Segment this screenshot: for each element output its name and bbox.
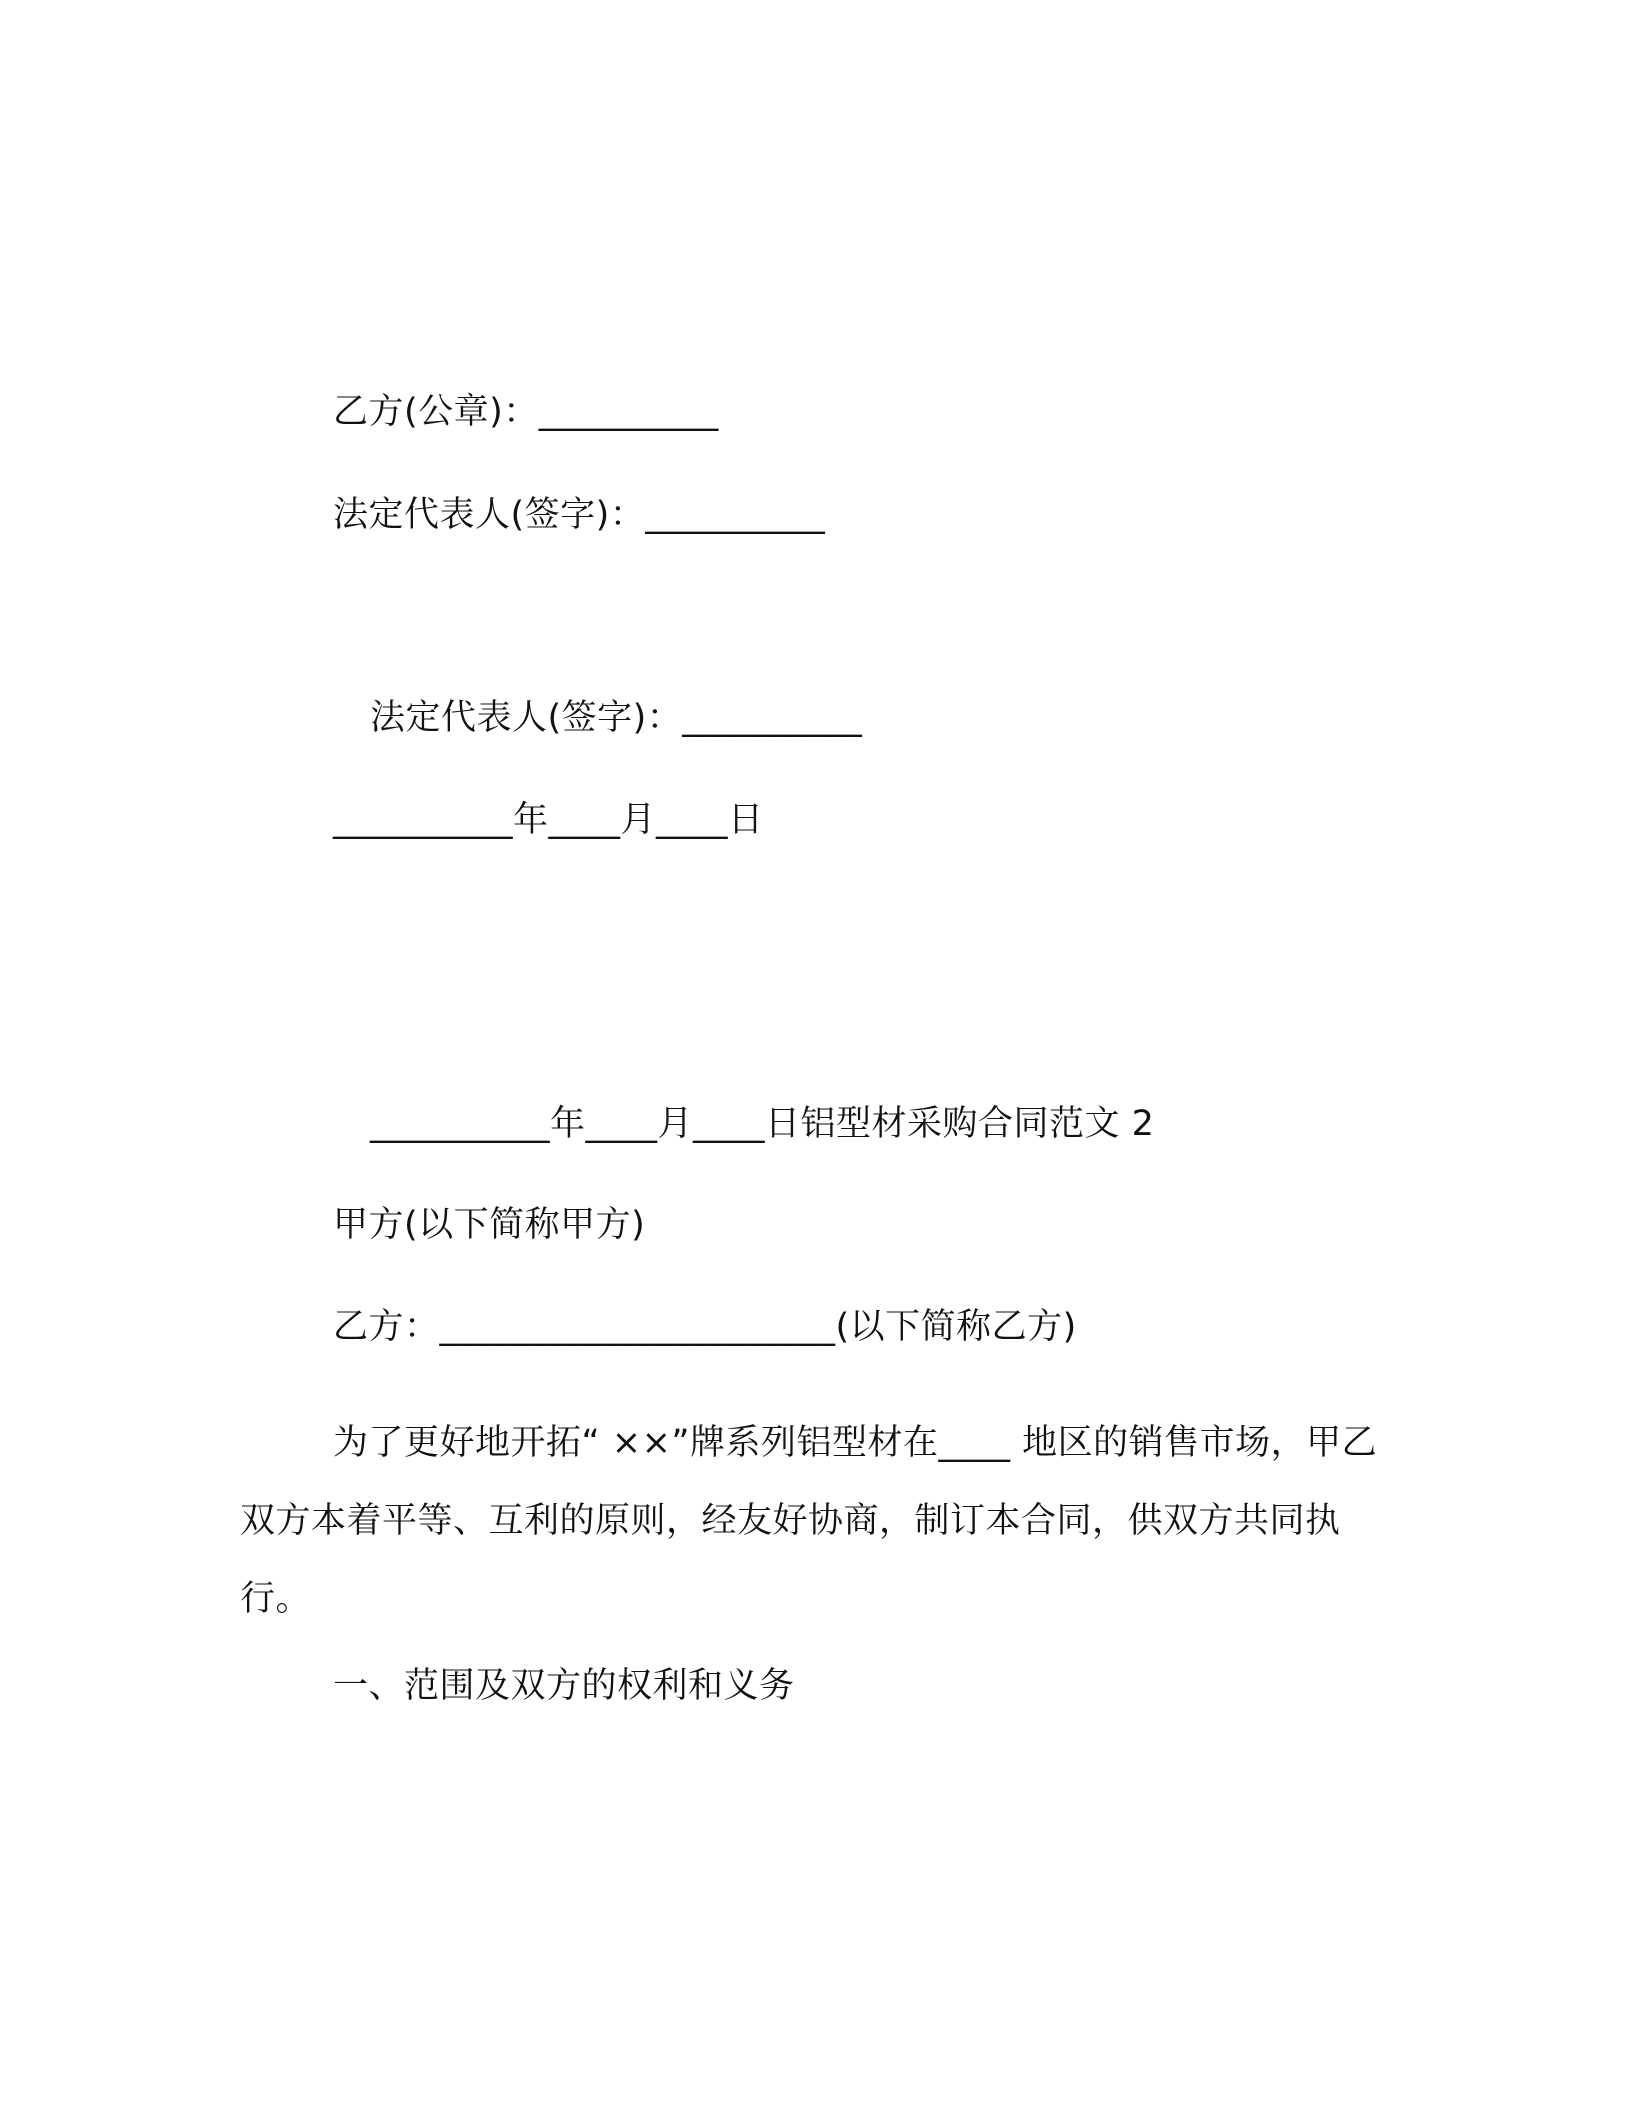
legal-representative-line: 法定代表人(签字)：__________ (333, 495, 826, 535)
section-heading: 一、范围及双方的权利和义务 (333, 1666, 795, 1706)
signature-date-line: __________年____月____日 (333, 800, 764, 840)
party-a-line: 甲方(以下简称甲方) (333, 1205, 646, 1245)
preamble-paragraph: 为了更好地开拓“ ××”牌系列铝型材在____ 地区的销售市场，甲乙双方本着平等、互利的原则，经友好协商，制订本合同，供双方共同执行。 (240, 1423, 1378, 1619)
party-b-line: 乙方：______________________(以下简称乙方) (333, 1307, 1077, 1347)
party-b-seal-line: 乙方(公章)：__________ (333, 392, 719, 432)
legal-representative-line-2: 法定代表人(签字)：__________ (370, 698, 863, 738)
contract-title-line: __________年____月____日铝型材采购合同范文 2 (370, 1104, 1155, 1144)
